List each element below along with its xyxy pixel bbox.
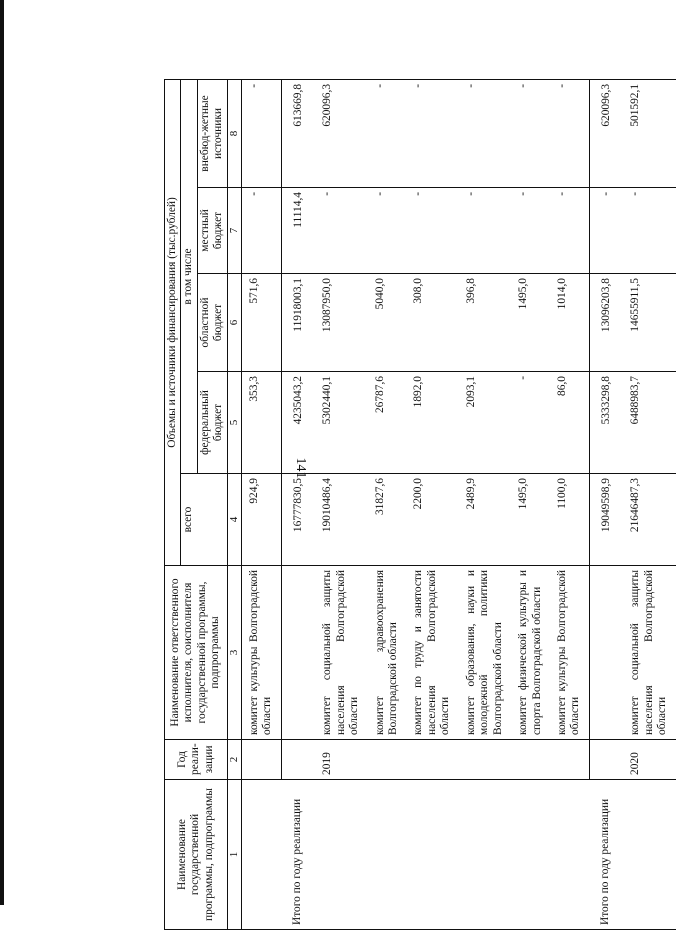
cell-year: 2020 (623, 740, 675, 780)
cell-executor (281, 566, 315, 740)
cell-local: - (241, 188, 281, 274)
cell-program (406, 780, 458, 930)
cell-executor: комитет по труду и занятости населения Волгоградской области (406, 566, 458, 740)
cell-program (623, 780, 675, 930)
cell-local: 11114,4 (281, 188, 315, 274)
cell-federal: 2093,1 (459, 372, 511, 474)
cell-local: - (589, 188, 623, 274)
cell-executor: комитет социальной защиты населения Волгоградской области (315, 566, 367, 740)
column-number-5: 5 (227, 372, 241, 474)
cell-regional: 1014,0 (550, 274, 589, 372)
table-body (241, 79, 675, 929)
cell-program (459, 780, 511, 930)
cell-extra: - (511, 79, 550, 187)
header-executor: Наименование ответственного исполнителя, соисполнителя государственной программы, подпрограммы (165, 566, 228, 740)
cell-federal: 1892,0 (406, 372, 458, 474)
table-row (241, 79, 281, 929)
cell-extra: - (368, 79, 407, 187)
cell-executor: комитет культуры Волгоградской области (241, 566, 281, 740)
cell-total: 924,9 (241, 474, 281, 566)
cell-local: - (406, 188, 458, 274)
cell-total: 19049598,9 (589, 474, 623, 566)
cell-program: Итого по году реализации (281, 780, 315, 930)
column-number-4: 4 (227, 474, 241, 566)
cell-total: 16777830,5 (281, 474, 315, 566)
cell-total: 2489,9 (459, 474, 511, 566)
cell-regional: 396,8 (459, 274, 511, 372)
cell-executor: комитет образования, науки и молодежной политики Волгоградской области (459, 566, 511, 740)
cell-total: 1100,0 (550, 474, 589, 566)
column-number-1: 1 (227, 780, 241, 930)
cell-executor (589, 566, 623, 740)
cell-federal: 353,3 (241, 372, 281, 474)
cell-local: - (459, 188, 511, 274)
scan-edge-mark (0, 18, 2, 54)
table-row (368, 79, 407, 929)
table-row (406, 79, 458, 929)
cell-regional: 11918003,1 (281, 274, 315, 372)
cell-executor: комитет социальной защиты населения Волгоградской области (623, 566, 675, 740)
header-volumes: Объемы и источники финансирования (тыс.рублей) (165, 79, 181, 565)
cell-federal: 26787,6 (368, 372, 407, 474)
cell-year (241, 740, 281, 780)
cell-program (241, 780, 281, 930)
cell-program (368, 780, 407, 930)
cell-extra: - (241, 79, 281, 187)
page-number: 141 (293, 457, 308, 479)
cell-executor: комитет культуры Волгоградской области (550, 566, 589, 740)
total-row (281, 79, 315, 929)
cell-year (550, 740, 589, 780)
cell-total: 1495,0 (511, 474, 550, 566)
cell-total: 21646487,3 (623, 474, 675, 566)
cell-extra: 620096,3 (315, 79, 367, 187)
header-extra: внебюд-жетные источники (197, 79, 227, 187)
header-federal: федеральный бюджет (197, 372, 227, 474)
cell-extra: - (406, 79, 458, 187)
header-including: в том числе (181, 79, 197, 473)
cell-regional: 13096203,8 (589, 274, 623, 372)
cell-year (511, 740, 550, 780)
cell-program (550, 780, 589, 930)
cell-year (459, 740, 511, 780)
table-row (315, 79, 367, 929)
cell-federal: - (511, 372, 550, 474)
cell-regional: 5040,0 (368, 274, 407, 372)
cell-executor: комитет физической культуры и спорта Волгоградской области (511, 566, 550, 740)
budget-table-sheet (164, 80, 669, 930)
cell-federal: 86,0 (550, 372, 589, 474)
cell-year (368, 740, 407, 780)
cell-regional: 571,6 (241, 274, 281, 372)
column-number-7: 7 (227, 188, 241, 274)
header-total: всего (181, 474, 227, 566)
cell-year (406, 740, 458, 780)
cell-total: 2200,0 (406, 474, 458, 566)
table-row (511, 79, 550, 929)
budget-table (164, 79, 676, 930)
cell-local: - (550, 188, 589, 274)
cell-extra: 613669,8 (281, 79, 315, 187)
cell-total: 19010486,4 (315, 474, 367, 566)
cell-extra: - (459, 79, 511, 187)
total-row (589, 79, 623, 929)
cell-program (511, 780, 550, 930)
cell-regional: 1495,0 (511, 274, 550, 372)
cell-federal: 6488983,7 (623, 372, 675, 474)
cell-year (589, 740, 623, 780)
cell-extra: 620096,3 (589, 79, 623, 187)
cell-program: Итого по году реализации (589, 780, 623, 930)
left-edge-mark (0, 0, 4, 905)
cell-regional: 13087950,0 (315, 274, 367, 372)
header-local: местный бюджет (197, 188, 227, 274)
cell-local: - (315, 188, 367, 274)
column-number-2: 2 (227, 740, 241, 780)
cell-extra: 501592,1 (623, 79, 675, 187)
table-row (459, 79, 511, 929)
column-number-3: 3 (227, 566, 241, 740)
column-number-6: 6 (227, 274, 241, 372)
column-number-8: 8 (227, 79, 241, 187)
cell-executor: комитет здравоохранения Волгоградской области (368, 566, 407, 740)
cell-total: 31827,6 (368, 474, 407, 566)
header-program: Наименование государственной программы, подпрограммы (165, 780, 228, 930)
cell-extra: - (550, 79, 589, 187)
cell-regional: 14655911,5 (623, 274, 675, 372)
cell-local: - (368, 188, 407, 274)
cell-federal: 5333298,8 (589, 372, 623, 474)
cell-year: 2019 (315, 740, 367, 780)
cell-program (315, 780, 367, 930)
cell-year (281, 740, 315, 780)
table-row (550, 79, 589, 929)
table-row (623, 79, 675, 929)
cell-federal: 5302440,1 (315, 372, 367, 474)
header-year: Год реали-зации (165, 740, 228, 780)
header-regional: областной бюджет (197, 274, 227, 372)
cell-local: - (511, 188, 550, 274)
cell-federal: 4235043,2 (281, 372, 315, 474)
cell-regional: 308,0 (406, 274, 458, 372)
cell-local: - (623, 188, 675, 274)
